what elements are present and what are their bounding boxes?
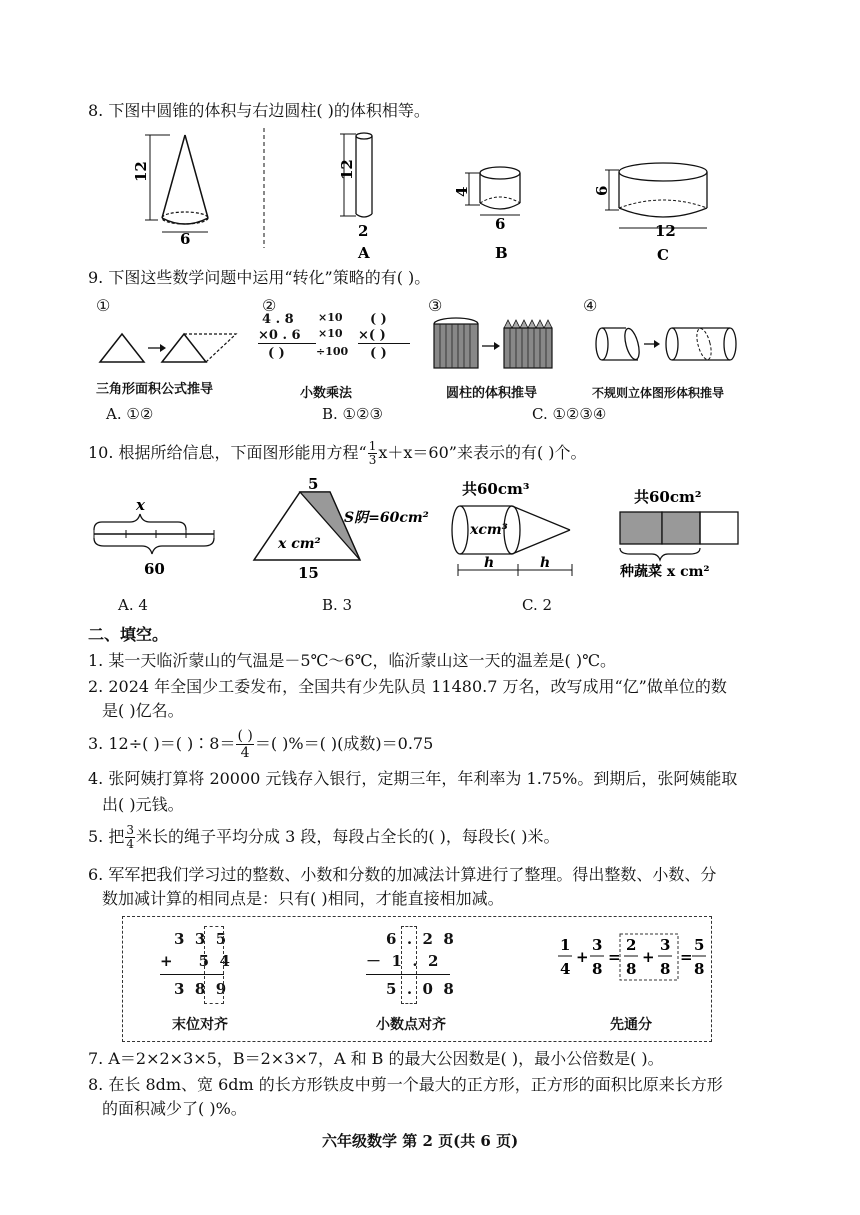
q9-caption-2: 小数乘法: [300, 386, 353, 401]
int-row-1: 3 3 5: [174, 930, 227, 948]
mult-p2: ×( ): [358, 328, 386, 343]
svg-text:+: +: [576, 948, 589, 966]
q9-caption-4: 不规则立体图形体积推导: [592, 386, 725, 400]
svg-text:8: 8: [626, 960, 637, 978]
q10-option-c: C. 2: [522, 596, 553, 614]
cyl-b-diameter: 6: [495, 215, 506, 233]
fig2-shaded-area: S阴=60cm²: [344, 510, 429, 526]
int-row-2: + 5 4: [160, 952, 230, 970]
fill-q2-line2: 是( )亿名。: [102, 701, 184, 720]
dec-row-1: 6 . 2 8: [386, 930, 454, 948]
cyl-b-height: 4: [453, 186, 471, 197]
cylinder-b: [455, 165, 535, 270]
svg-text:8: 8: [694, 960, 705, 978]
fill-q4-line1: 4. 张阿姨打算将 20000 元钱存入银行，定期三年，年利率为 1.75%。到期后，张阿姨能取: [88, 769, 738, 788]
cone-figure: [130, 130, 230, 250]
section-2-heading: 二、填空。: [88, 625, 169, 644]
cyl-a-diameter: 2: [358, 222, 369, 240]
fill-q6-line1: 6. 军军把我们学习过的整数、小数和分数的加减法计算进行了整理。得出整数、小数、分: [88, 865, 717, 884]
div100: ÷100: [316, 345, 349, 358]
svg-text:3: 3: [592, 936, 603, 954]
svg-text:8: 8: [660, 960, 671, 978]
svg-text:+: +: [642, 948, 655, 966]
fill-q3-fraction: $\frac{( )}{4}$: [237, 728, 253, 761]
cyl-c-label: C: [657, 246, 669, 264]
q10-figure-4: [616, 486, 756, 586]
q9-option-c: C. ①②③④: [532, 405, 607, 423]
fill-q7: 7. A＝2×2×3×5，B＝2×3×7，A 和 B 的最大公因数是( )，最小公倍数是( )。: [88, 1049, 664, 1068]
q9-stem: 9. 下图这些数学问题中运用“转化”策略的有( )。: [88, 268, 431, 287]
cyl-c-diameter: 12: [655, 222, 676, 240]
cone-height: 12: [132, 161, 150, 182]
cylinder-volume-derivation: [432, 316, 562, 376]
svg-text:8: 8: [592, 960, 603, 978]
q10-stem: 10. 根据所给信息，下面图形能用方程“ $\frac{1}{3}$ x＋x＝60”来表示的有( )个。: [88, 439, 587, 467]
svg-text:=: =: [608, 948, 621, 966]
irregular-solid-derivation: [592, 324, 742, 368]
int-row-3: 3 8 9: [174, 980, 227, 998]
cylinder-a: [330, 128, 390, 268]
fill-q1: 1. 某一天临沂蒙山的气温是－5℃～6℃，临沂蒙山这一天的温差是( )℃。: [88, 651, 616, 670]
fill-q4-line2: 出( )元钱。: [102, 795, 184, 814]
svg-text:1: 1: [560, 936, 571, 954]
fig3-x: xcm³: [470, 522, 508, 538]
q9-caption-1: 三角形面积公式推导: [96, 382, 214, 397]
mult-p3: ( ): [370, 346, 387, 361]
fraction-addition: [556, 930, 706, 990]
q9-num-2: ②: [262, 296, 277, 315]
q8-stem: 8. 下图中圆锥的体积与右边圆柱( )的体积相等。: [88, 101, 430, 120]
fig3-h2: h: [540, 555, 551, 571]
svg-text:=: =: [680, 948, 693, 966]
fig2-top: 5: [308, 475, 319, 493]
svg-text:4: 4: [560, 960, 571, 978]
fill-q5-fraction: $\frac{3}{4}$: [126, 823, 134, 851]
fig1-x: x: [136, 496, 145, 514]
svg-text:5: 5: [694, 936, 705, 954]
fill-q6-line2: 数加减计算的相同点是：只有( )相同，才能直接相加减。: [102, 889, 504, 908]
mult-p1: ( ): [370, 312, 387, 327]
fig3-total: 共60cm³: [462, 480, 530, 498]
svg-text:2: 2: [626, 936, 637, 954]
dec-row-3: 5 . 0 8: [386, 980, 454, 998]
q9-option-a: A. ①②: [106, 405, 154, 423]
q9-num-3: ③: [428, 296, 443, 315]
q9-caption-3: 圆柱的体积推导: [446, 386, 538, 401]
cone-diameter: 6: [180, 230, 191, 248]
fill-q5: 5. 把 $\frac{3}{4}$ 米长的绳子平均分成 3 段，每段占全长的( )，每段长( )米。: [88, 823, 560, 851]
mult-row-2: ×0 . 6: [258, 328, 301, 343]
cylinder-c: [595, 160, 725, 270]
dec-row-2: － 1 . 2: [366, 952, 439, 970]
fig2-bottom: 15: [298, 564, 319, 582]
fig2-x: x cm²: [278, 536, 321, 552]
q10-option-b: B. 3: [322, 596, 353, 614]
q10-option-a: A. 4: [118, 596, 148, 614]
cyl-a-label: A: [358, 244, 370, 262]
fig3-h1: h: [484, 555, 495, 571]
fig4-caption: 种蔬菜 x cm²: [620, 564, 710, 580]
divider: [262, 128, 266, 248]
q10-fraction: $\frac{1}{3}$: [368, 439, 377, 467]
mult-row-1: 4 . 8: [262, 312, 294, 327]
x10-a: ×10: [318, 311, 343, 324]
q9-option-b: B. ①②③: [322, 405, 383, 423]
fig1-60: 60: [144, 560, 165, 578]
q9-num-4: ④: [583, 296, 598, 315]
fill-q8-line2: 的面积减少了( )%。: [102, 1099, 247, 1118]
cyl-c-height: 6: [593, 185, 611, 196]
page-footer: 六年级数学 第 2 页(共 6 页): [322, 1132, 519, 1150]
q10-figure-2: [250, 475, 430, 583]
triangle-to-parallelogram: [96, 328, 246, 368]
x10-b: ×10: [318, 327, 343, 340]
mult-row-3: ( ): [268, 346, 285, 361]
svg-text:3: 3: [660, 936, 671, 954]
q10-figure-3: [440, 474, 590, 584]
box-caption-1: 末位对齐: [172, 1017, 228, 1033]
fill-q8-line1: 8. 在长 8dm、宽 6dm 的长方形铁皮中剪一个最大的正方形，正方形的面积比原来长方形: [88, 1075, 723, 1094]
box-caption-3: 先通分: [610, 1017, 652, 1033]
q9-num-1: ①: [96, 296, 111, 315]
cyl-b-label: B: [495, 244, 508, 262]
fill-q3: 3. 12÷( )＝( )∶8＝ $\frac{( )}{4}$ ＝( )%＝( )(成数)＝0.75: [88, 728, 434, 761]
q10-figure-1: [90, 496, 220, 580]
box-caption-2: 小数点对齐: [376, 1017, 446, 1033]
cyl-a-height: 12: [338, 159, 356, 180]
fig4-total: 共60cm²: [634, 488, 702, 506]
fill-q2-line1: 2. 2024 年全国少工委发布，全国共有少先队员 11480.7 万名，改写成用“亿”做单位的数: [88, 677, 727, 696]
